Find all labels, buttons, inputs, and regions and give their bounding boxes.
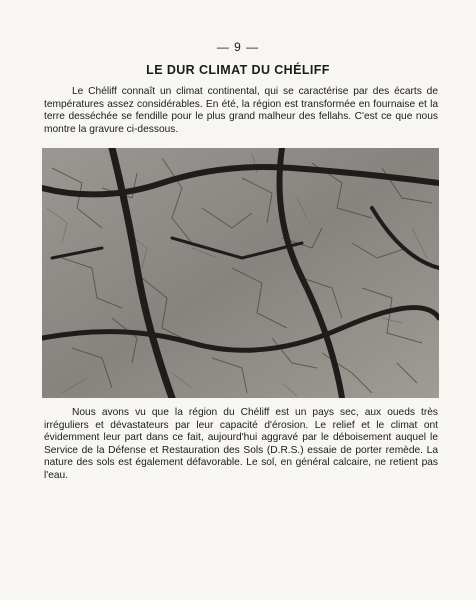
body-paragraph: Nous avons vu que la région du Chéliff est un pays sec, aux oueds très irréguliers et dévastateurs par leur capacité d'érosion. Le relief et le climat ont évidemment leur part dans ce fait, aujourd'hui aggravé par le déboisement auquel le Service de la Défense et Restauration des Sols (D.R.S.) essaie de porter remède. La nature des sols est également défavorable. Le sol, en général calcaire, ne retient pas l'eau. (44, 407, 438, 481)
page-number: — 9 — (216, 40, 260, 54)
page-title: LE DUR CLIMAT DU CHÉLIFF (146, 63, 330, 77)
intro-paragraph: Le Chéliff connaît un climat continental, qui se caractérise par des écarts de températures assez considérables. En été, la région est transformée en fournaise et la terre desséchée se fendille pour le plus grand malheur des fellahs. C'est ce que nous montre la gravure ci-dessous. (44, 86, 438, 135)
cracked-earth-photo (42, 148, 439, 398)
